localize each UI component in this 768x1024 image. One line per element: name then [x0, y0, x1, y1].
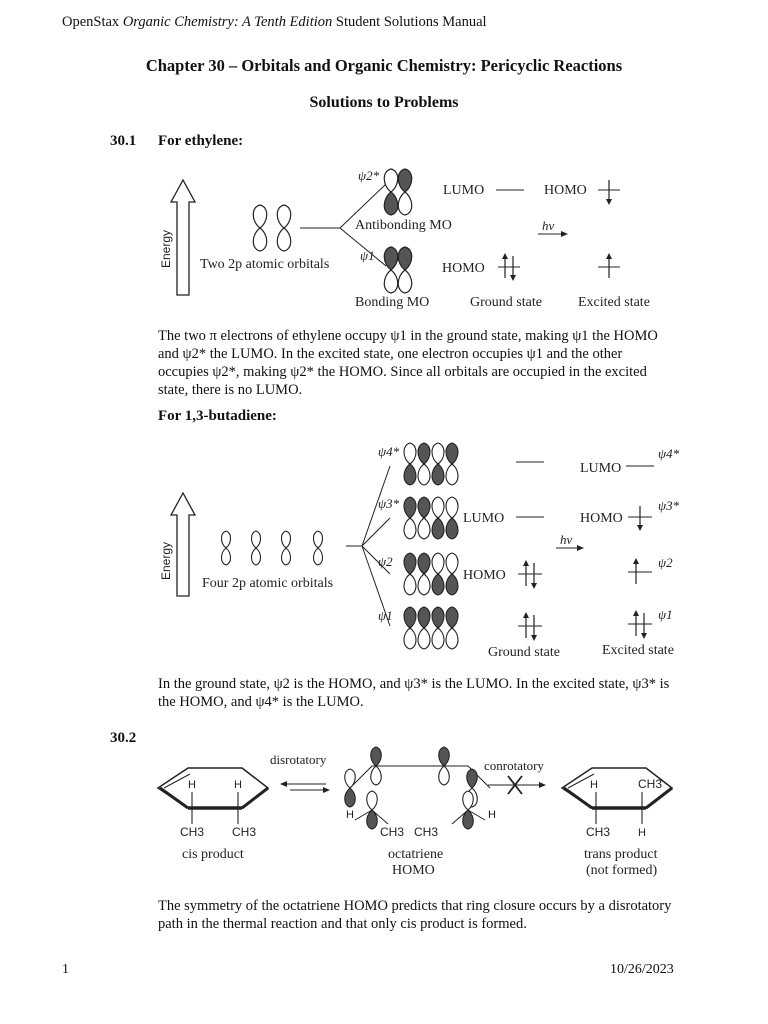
butadiene-heading: For 1,3-butadiene: [158, 408, 277, 424]
octatriene-explanation: The symmetry of the octatriene HOMO predicts that ring closure occurs by a disrotatory path in the thermal reaction and that only cis product is formed. [158, 898, 672, 932]
chapter-title: Chapter 30 – Orbitals and Organic Chemistry: Pericyclic Reactions [145, 56, 623, 75]
antibonding-label: Antibonding MO [355, 218, 452, 233]
disrotatory-label: disrotatory [270, 752, 327, 767]
excited-psi1-label: ψ1 [658, 607, 673, 622]
cis-product-label: cis product [182, 847, 244, 862]
octatriene-ch3-right: CH3 [414, 825, 439, 839]
section-subtitle: Solutions to Problems [309, 94, 459, 111]
psi2-label: ψ2 [378, 554, 393, 569]
psi4-star-orbital [404, 443, 458, 485]
lumo-ground-label: LUMO [463, 511, 505, 526]
trans-ch3-bottom: CH3 [586, 825, 611, 839]
trans-h-bottom: H [638, 827, 646, 839]
psi2-orbital [404, 553, 458, 595]
psi1-label: ψ1 [378, 608, 393, 623]
psi1-label: ψ1 [360, 248, 375, 263]
psi1-orbital [404, 607, 458, 649]
excited-psi1-pair [628, 610, 652, 639]
book-title: Organic Chemistry: A Tenth Edition [122, 14, 333, 30]
psi2-star-orbital [384, 169, 412, 215]
psi1-orbital [384, 247, 412, 293]
p-orbital-pair [253, 205, 291, 251]
atomic-orbitals-label: Four 2p atomic orbitals [202, 576, 334, 591]
trans-h-left: H [590, 779, 598, 791]
footer-date: 10/26/2023 [610, 962, 674, 977]
excited-psi2-label: ψ2 [658, 555, 673, 570]
energy-label: Energy [159, 229, 173, 268]
homo-label: HOMO [392, 863, 435, 878]
cis-ch3-right: CH3 [232, 825, 257, 839]
bonding-label: Bonding MO [355, 295, 430, 310]
excited-lower-electron [598, 253, 620, 278]
ethylene-explanation: The two π electrons of ethylene occupy ψ1 in the ground state, making ψ1 the HOMO and ψ2* the LUMO. In the excited state, one electron occupies ψ1 and the other occupies ψ2*, making ψ2* the HOMO. Since all orbitals are occupied in the excited state, there is no LUMO. [158, 328, 658, 398]
ground-state-label: Ground state [488, 645, 560, 660]
excited-state-label: Excited state [578, 295, 650, 310]
psi2-star-label: ψ2* [358, 168, 380, 183]
trans-product-label: trans product [584, 847, 658, 862]
ground-psi2-pair [518, 560, 542, 589]
ethylene-heading: For ethylene: [158, 133, 244, 149]
hv-label: hv [542, 218, 555, 233]
octatriene-homo [345, 747, 490, 829]
homo-excited-label: HOMO [580, 511, 623, 526]
psi3-star-label: ψ3* [378, 496, 400, 511]
ground-psi1-pair [518, 612, 542, 641]
excited-state-label: Excited state [602, 643, 674, 658]
cis-h-left: H [188, 779, 196, 791]
atomic-orbitals-label: Two 2p atomic orbitals [200, 257, 330, 272]
butadiene-mo-diagram [150, 436, 690, 664]
energy-arrow [171, 180, 195, 295]
running-header: OpenStax Organic Chemistry: A Tenth Edition Student Solutions Manual [62, 14, 487, 30]
excited-upper-electron [598, 180, 620, 205]
excited-psi4-label: ψ4* [658, 446, 680, 461]
homo-ground-label: HOMO [463, 568, 506, 583]
octatriene-ch3-left: CH3 [380, 825, 405, 839]
homo-ground-label: HOMO [442, 261, 485, 276]
ground-state-label: Ground state [470, 295, 542, 310]
ethylene-mo-diagram [150, 160, 670, 312]
lumo-label: LUMO [443, 183, 485, 198]
excited-psi3-label: ψ3* [658, 498, 680, 513]
psi3-star-orbital [404, 497, 458, 539]
conrotatory-label: conrotatory [484, 758, 544, 773]
page-number: 1 [62, 962, 69, 977]
psi4-star-label: ψ4* [378, 444, 400, 459]
cis-product-ring [158, 768, 268, 824]
cis-h-right: H [234, 779, 242, 791]
ground-electron-pair [498, 253, 520, 281]
problem-number-30-1: 30.1 [110, 133, 137, 149]
butadiene-explanation: In the ground state, ψ2 is the HOMO, and ψ3* is the LUMO. In the excited state, ψ3* is the HOMO, and ψ4* is the LUMO. [158, 676, 670, 710]
octatriene-h-left: H [346, 809, 354, 821]
octatriene-h-right: H [488, 809, 496, 821]
electrocyclic-reaction-diagram [150, 740, 690, 885]
lumo-excited-label: LUMO [580, 461, 622, 476]
energy-label: Energy [159, 541, 173, 580]
blocked-arrow [488, 776, 546, 794]
cis-ch3-left: CH3 [180, 825, 205, 839]
octatriene-label: octatriene [388, 847, 444, 862]
four-p-orbitals [222, 531, 323, 565]
excited-psi2-electron [628, 558, 652, 584]
homo-excited-label: HOMO [544, 183, 587, 198]
not-formed-label: (not formed) [586, 863, 658, 878]
excited-psi3-electron [628, 506, 652, 531]
problem-number-30-2: 30.2 [110, 730, 137, 746]
hv-label: hv [560, 532, 573, 547]
trans-ch3-top: CH3 [638, 777, 663, 791]
